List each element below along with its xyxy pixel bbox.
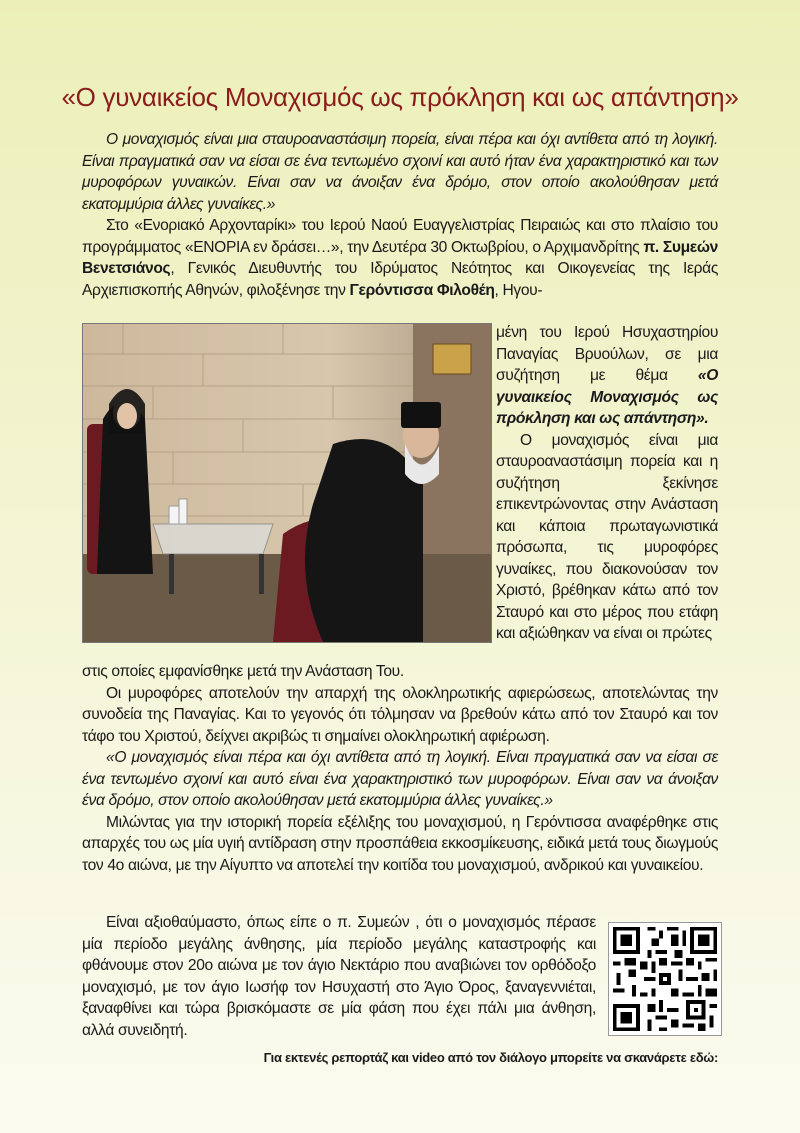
intro-paragraph	[82, 215, 718, 301]
page-title: «Ο γυναικείος Μοναχισμός ως πρόκληση και ως απάντηση»	[61, 82, 739, 112]
para4: Μιλώντας για την ιστορική πορεία εξέλιξης του μοναχισμού, η Γερόντισσα αναφέρθηκε στις απαρχές του ως μία υγιή αντίδραση στην προσπάθεια εκκοσμίκευσης, ειδικά μετά τους διωγμούς τον 4ο αιώνα, με την Αίγυπτο να αποτελεί την κοιτίδα του μοναχισμού, ανδρικού και γυναικείου.	[82, 813, 718, 874]
para1-part-c: , Ηγου-	[494, 281, 543, 299]
intro-quote: Ο μοναχισμός είναι μια σταυροαναστάσιμη πορεία, είναι πέρα και όχι αντίθετα από τη λογική. Είναι πραγματικά σαν να είσαι σε ένα τεντωμένο σχοινί και αυτό ήταν ένα χαρακτηριστικό και των μυροφόρων γυναικών. Είναι σαν να άνοιξαν ένα δρόμο, στον οποίο ακολούθησαν μετά εκατομμύρια άλλες γυναίκες.»	[82, 131, 718, 213]
final-paragraph-block	[82, 912, 596, 1041]
para1-continuation: μένη του Ιερού Ησυχαστηρίου Παναγίας Βρυούλων, σε μια συζήτηση με θέμα «Ο γυναικείος Μοναχισμός ως πρόκληση και ως απάντηση».	[496, 324, 718, 427]
guest-name: Γερόντισσα Φιλοθέη	[349, 281, 495, 299]
qr-caption: Για εκτενές ρεπορτάζ και video από τον διάλογο μπορείτε να σκανάρετε εδώ:	[263, 1050, 718, 1065]
para2: Ο μοναχισμός είναι μια σταυροαναστάσιμη πορεία και η συζήτηση ξεκίνησε επικεντρώνοντας στην Ανάσταση και κάποια πρωταγωνιστικά πρόσωπα, τις μυροφόρες γυναίκες, που διακονούσαν τον Χριστό, βρέθηκαν κάτω από τον Σταυρό και στο μέρος που ετάφη και αξιώθηκαν να είναι οι πρώτες	[496, 431, 718, 642]
interview-photo	[82, 323, 492, 643]
top-text	[82, 129, 718, 301]
para2-end: στις οποίες εμφανίσθηκε μετά την Ανάσταση Του.	[82, 663, 404, 680]
talk-topic: «Ο γυναικείος Μοναχισμός ως πρόκληση και ως απάντηση».	[496, 367, 718, 427]
host-name: π. Συμεών Βενετσιάνος	[82, 238, 718, 277]
para3: Οι μυροφόρες αποτελούν την απαρχή της ολοκληρωτικής αφιερώσεως, αποτελώντας την συνοδεία της Παναγίας. Και το γεγονός ότι τόλμησαν να βρεθούν κάτω από τον Σταυρό και τον τάφο του Χριστού, δείχνει ακριβώς τι σημαίνει ολοκληρωτική αφιέρωση.	[82, 684, 718, 745]
para5: Είναι αξιοθαύμαστο, όπως είπε ο π. Συμεών , ότι ο μοναχισμός πέρασε μία περίοδο μεγάλης άνθησης, μία περίοδο μεγάλης καταστροφής και φθάνουμε στον 20ο αιώνα με τον άγιο Νεκτάριο που αναβιώνει τον ορθόδοξο μοναχισμό, με τον άγιο Ιωσήφ τον Ησυχαστή στο Άγιο Όρος, ξαναγεννιέται, ξαναφθίνει και τώρα βρισκόμαστε σε μία φάση που έχει πάλι μια άνθηση, αλλά συνειδητή.	[82, 914, 596, 1039]
para1-part-a: Στο «Ενοριακό Αρχονταρίκι» του Ιερού Ναού Ευαγγελιστρίας Πειραιώς και στο πλαίσιο του προγράμματος «ΕΝΟΡΙΑ εν δράσει…», την Δευτέρα 30 Οκτωβρίου, ο Αρχιμανδρίτης	[82, 217, 718, 256]
para1-part-b: , Γενικός Διευθυντής του Ιδρύματος Νεότητος και Οικογενείας της Ιεράς Αρχιεπισκοπής Αθηνών, φιλοξένησε την	[82, 260, 718, 299]
bottom-text	[82, 661, 718, 876]
qr-code-pattern	[609, 923, 721, 1035]
quote2: «Ο μοναχισμός είναι πέρα και όχι αντίθετα από τη λογική. Είναι πραγματικά σαν να είσαι σε ένα τεντωμένο σχοινί και αυτό είναι ένα χαρακτηριστικό των μυροφόρων. Είναι σαν να άνοιξαν ένα δρόμο, στον οποίο ακολούθησαν μετά εκατομμύρια άλλες γυναίκες.»	[82, 749, 718, 809]
right-column-text	[496, 322, 718, 645]
qr-code[interactable]	[608, 922, 722, 1036]
interview-photo-drawing	[83, 324, 491, 642]
